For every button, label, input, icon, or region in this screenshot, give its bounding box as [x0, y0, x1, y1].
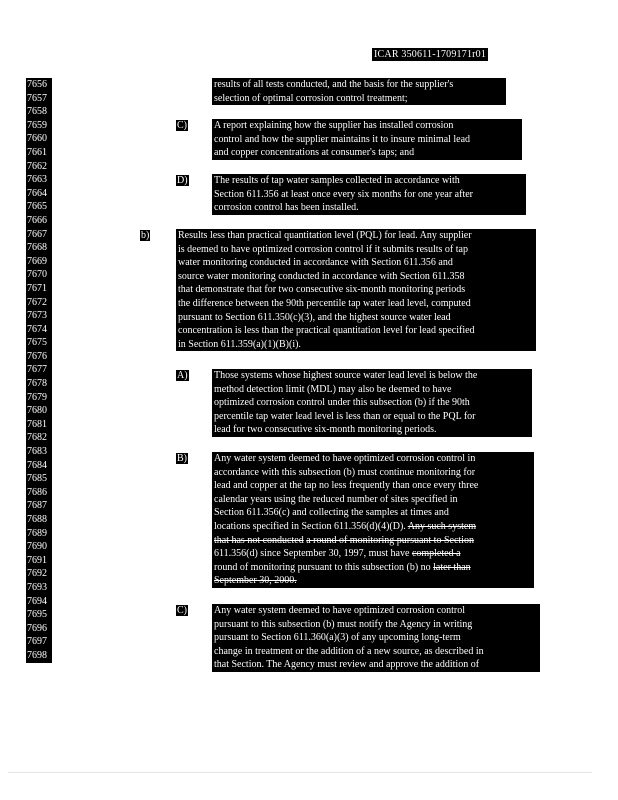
text-line: accordance with this subsection (b) must continue monitoring for — [214, 466, 476, 478]
text-line: corrosion control has been installed. — [214, 202, 359, 214]
footer-divider — [8, 772, 592, 773]
line-number: 7698 — [27, 649, 47, 661]
text-line: The results of tap water samples collected in accordance with — [214, 175, 460, 186]
line-number: 7656 — [27, 79, 47, 90]
text-line: A report explaining how the supplier has installed corrosion — [214, 120, 454, 131]
line-number: 7678 — [27, 378, 47, 390]
text-line: Section 611.356(c) and collecting the samples at times and — [214, 507, 449, 519]
line-number: 7691 — [27, 554, 47, 566]
line-number: 7673 — [27, 310, 47, 322]
line-number: 7659 — [27, 119, 47, 131]
text-line: and copper concentrations at consumer's taps; and — [214, 147, 415, 159]
line-number: 7663 — [27, 174, 47, 186]
line-number: 7666 — [27, 214, 47, 226]
line-numbers — [26, 78, 52, 663]
paragraph-continuation — [212, 78, 506, 105]
text-line: lead and copper at the tap no less frequently than once every three — [214, 480, 479, 492]
line-number: 7695 — [27, 609, 47, 621]
line-number: 7694 — [27, 595, 47, 607]
subsection-c-text — [212, 119, 522, 160]
line-number: 7690 — [27, 541, 47, 553]
text-line — [214, 561, 532, 575]
struck-text: later than — [433, 561, 471, 573]
line-number: 7672 — [27, 296, 47, 308]
text-line: results of all tests conducted, and the basis for the supplier's — [214, 79, 454, 90]
line-number: 7685 — [27, 473, 47, 485]
text-line: the difference between the 90th percentile tap water lead level, computed — [178, 297, 471, 309]
text-line: method detection limit (MDL) may also be deemed to have — [214, 383, 452, 395]
text-line: Those systems whose highest source water lead level is below the — [214, 370, 478, 381]
line-number: 7688 — [27, 514, 47, 525]
line-number: 7693 — [27, 581, 47, 593]
line-number: 7680 — [27, 405, 47, 417]
text-run: 611.356(d) since September 30, 1997, must have — [214, 548, 412, 560]
line-number: 7661 — [27, 146, 47, 158]
struck-text: that has not conducted — [214, 534, 304, 546]
text-line — [214, 547, 532, 561]
subsection-label-c-second: C) — [177, 605, 187, 616]
text-line: optimized corrosion control under this subsection (b) if the 90th — [214, 397, 470, 409]
text-line — [214, 534, 532, 548]
subsection-a-text — [212, 369, 532, 437]
subsection-label-c: C) — [177, 120, 187, 131]
line-number: 7675 — [27, 337, 47, 349]
subsection-c-second-text — [212, 604, 540, 672]
subsection-d-text — [212, 174, 526, 215]
line-number: 7679 — [27, 391, 47, 403]
line-number: 7662 — [27, 160, 47, 172]
text-line: Results less than practical quantitation level (PQL) for lead. Any supplier — [178, 230, 472, 241]
line-number: 7658 — [27, 106, 47, 118]
struck-text: Any such system — [407, 520, 477, 532]
subsection-label-b: b) — [141, 230, 150, 241]
text-line: water monitoring conducted in accordance with Section 611.356 and — [178, 257, 453, 269]
text-line — [214, 574, 532, 588]
text-line: Any water system deemed to have optimized corrosion control in — [214, 453, 476, 464]
line-number: 7668 — [27, 242, 47, 254]
text-run: round of monitoring pursuant to this subsection (b) no — [214, 561, 434, 573]
line-number: 7692 — [27, 568, 47, 580]
line-number: 7669 — [27, 255, 47, 267]
text-line: in Section 611.359(a)(1)(B)(i). — [178, 338, 301, 350]
text-line: source water monitoring conducted in accordance with Section 611.358 — [178, 270, 465, 282]
line-number: 7687 — [27, 500, 47, 512]
line-number: 7660 — [27, 133, 47, 145]
struck-text: a round of monitoring pursuant to Section — [306, 534, 474, 546]
line-number: 7689 — [27, 527, 47, 539]
line-number: 7671 — [27, 282, 47, 294]
text-line: is deemed to have optimized corrosion control if it submits results of tap — [178, 243, 468, 255]
subsection-b-text — [176, 229, 536, 351]
text-line: concentration is less than the practical quantitation level for lead specified — [178, 325, 475, 337]
line-number: 7657 — [27, 92, 47, 104]
text-line: percentile tap water lead level is less than or equal to the PQL for — [214, 410, 476, 422]
line-number: 7686 — [27, 486, 47, 498]
text-line: pursuant to Section 611.360(a)(3) of any upcoming long-term — [214, 632, 461, 644]
line-number: 7684 — [27, 459, 47, 471]
text-line: Any water system deemed to have optimized corrosion control — [214, 605, 466, 616]
line-number: 7664 — [27, 187, 47, 199]
line-number: 7677 — [27, 364, 47, 376]
text-line: lead for two consecutive six-month monitoring periods. — [214, 424, 437, 436]
struck-text: September 30, 2000. — [214, 575, 297, 587]
line-number: 7683 — [27, 446, 47, 458]
text-line: pursuant to Section 611.350(c)(3), and the highest source water lead — [178, 311, 451, 323]
text-line: selection of optimal corrosion control treatment; — [214, 92, 408, 104]
line-number: 7696 — [27, 622, 47, 634]
page-header-citation: ICAR 350611-1709171r01 — [374, 49, 487, 60]
line-number: 7667 — [27, 228, 47, 240]
text-line: control and how the supplier maintains it to insure minimal lead — [214, 133, 471, 145]
text-line: that Section. The Agency must review and approve the addition of — [214, 659, 480, 671]
text-line: pursuant to this subsection (b) must notify the Agency in writing — [214, 618, 473, 630]
line-number: 7665 — [27, 201, 47, 213]
subsection-b-upper-text — [212, 452, 534, 588]
line-number: 7682 — [27, 432, 47, 444]
line-number: 7697 — [27, 636, 47, 648]
line-number: 7681 — [27, 418, 47, 430]
subsection-label-b-upper: B) — [177, 453, 187, 464]
subsection-label-a: A) — [177, 370, 188, 381]
line-number: 7674 — [27, 323, 47, 335]
text-line: change in treatment or the addition of a new source, as described in — [214, 645, 484, 657]
line-number: 7670 — [27, 269, 47, 281]
subsection-label-d: D) — [177, 175, 188, 186]
struck-text: completed a — [411, 548, 461, 560]
text-line — [214, 520, 532, 534]
text-line: calendar years using the reduced number of sites specified in — [214, 493, 458, 505]
line-number: 7676 — [27, 350, 47, 362]
text-line: Section 611.356 at least once every six months for one year after — [214, 188, 473, 200]
text-run: locations specified in Section 611.356(d)(4)(D). — [214, 520, 408, 532]
text-line: that demonstrate that for two consecutive six-month monitoring periods — [178, 284, 466, 296]
